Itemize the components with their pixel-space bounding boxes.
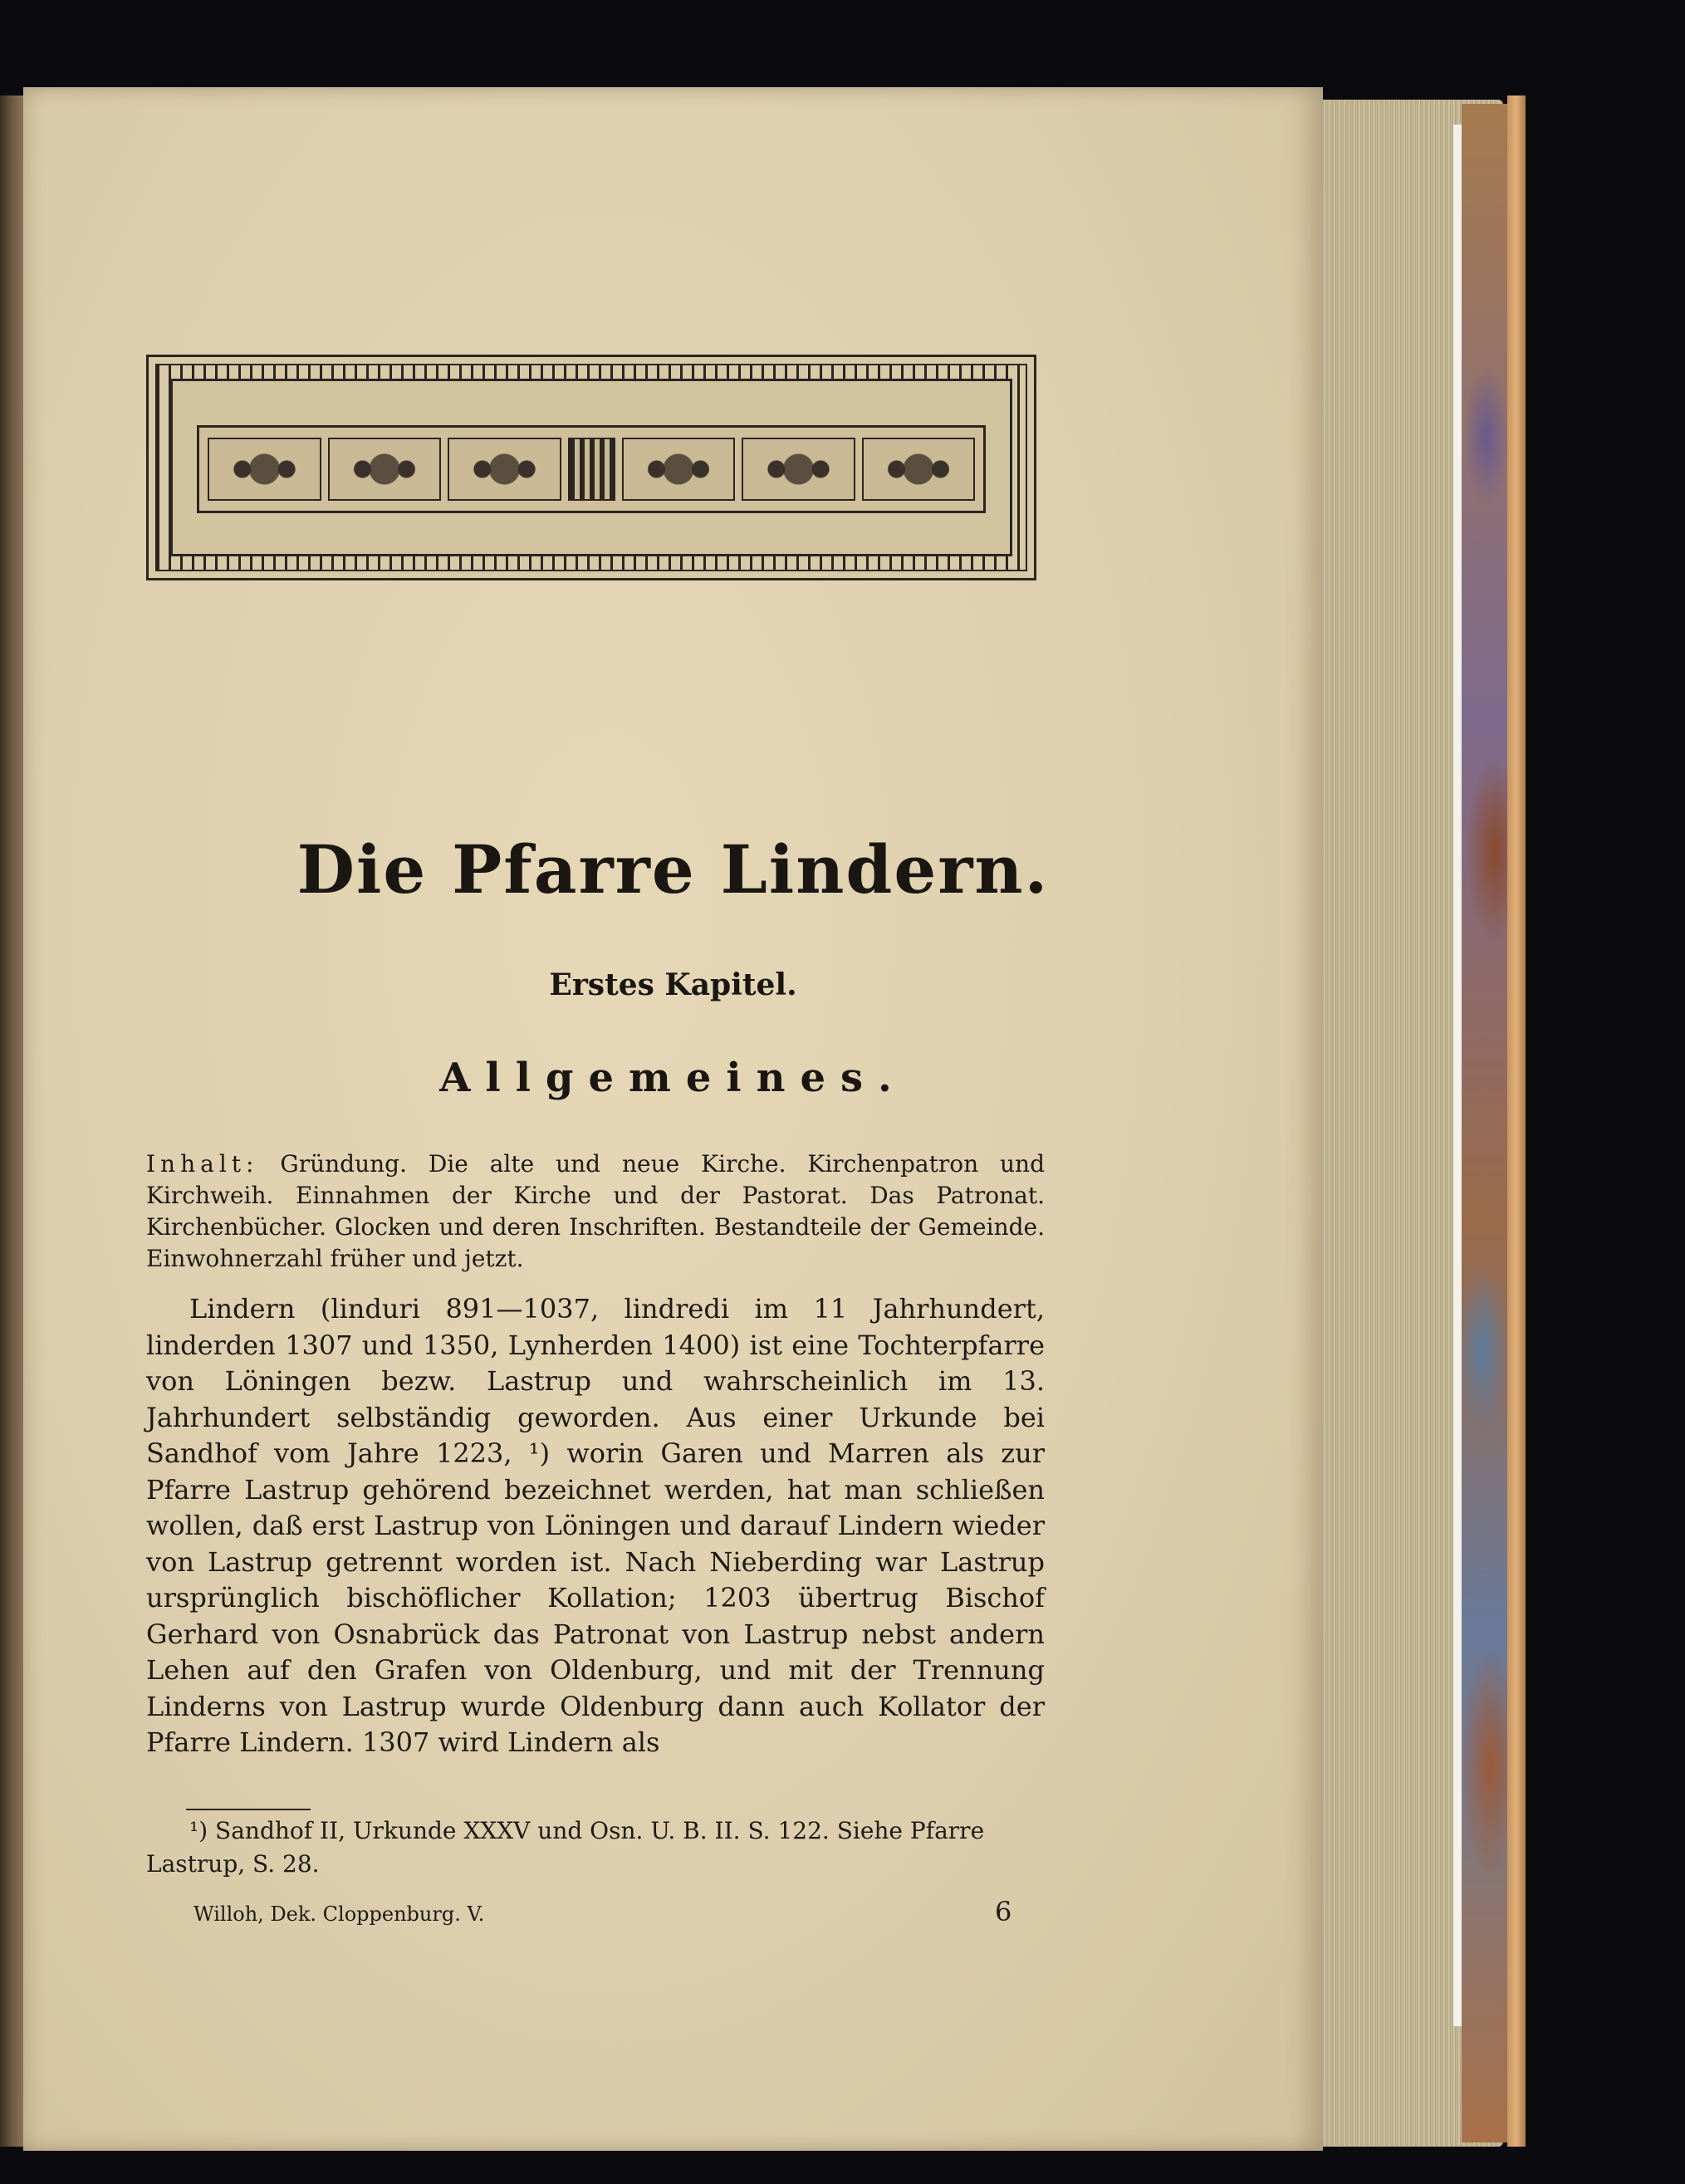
section-heading: Allgemeines.: [439, 1055, 907, 1101]
ornament-initial-panel: [568, 438, 615, 501]
chapter-subtitle: Erstes Kapitel.: [549, 967, 797, 1002]
book-cover-left-edge: [0, 95, 23, 2147]
chapter-title: Die Pfarre Lindern.: [296, 830, 1050, 908]
book-page: [23, 87, 1323, 2151]
ornament-panel: [622, 438, 736, 501]
ornament-panel: [742, 438, 855, 501]
book-cover-right-edge: [1507, 95, 1526, 2147]
signature-line: Willoh, Dek. Cloppenburg. V.: [193, 1902, 485, 1926]
ornament-panel: [208, 438, 321, 501]
page-number: 6: [995, 1896, 1012, 1927]
ornament-panel: [862, 438, 976, 501]
ornamental-header-border: [146, 355, 1036, 580]
footnote-rule: [186, 1809, 311, 1810]
footnote: ¹) Sandhof II, Urkunde XXXV und Osn. U. B. II. S. 122. Siehe Pfarre Lastrup, S. 28.: [146, 1817, 985, 1878]
ornament-panel-row: [197, 425, 986, 513]
contents-lead: Inhalt:: [146, 1150, 259, 1178]
contents-text: Gründung. Die alte und neue Kirche. Kirchenpatron und Kirchweih. Einnahmen der Kirche und der Pastorat. Das Patronat. Kirchenbücher. Glocken und deren Inschriften. Bestandteile der Gemeinde. Einwohnerzahl früher und jetzt.: [146, 1150, 1045, 1272]
main-paragraph: Lindern (linduri 891—1037, lindredi im 11 Jahrhundert, linderden 1307 und 1350, Lynherden 1400) ist eine Tochterpfarre von Löningen bezw. Lastrup und wahrscheinlich im 13. Jahrhundert selbständig geworden. Aus einer Urkunde bei Sandhof vom Jahre 1223, ¹) worin Garen und Marren als zur Pfarre Lastrup gehörend bezeichnet werden, hat man schließen wollen, daß erst Lastrup von Löningen und darauf Lindern wieder von Lastrup getrennt worden ist. Nach Nieberding war Lastrup ursprünglich bischöflicher Kollation; 1203 übertrug Bischof Gerhard von Osnabrück das Patronat von Lastrup nebst andern Lehen auf den Grafen von Oldenburg, und mit der Trennung Linderns von Lastrup wurde Oldenburg dann auch Kollator der Pfarre Lindern. 1307 wird Lindern als: [146, 1293, 1045, 1758]
ornament-panel: [448, 438, 561, 501]
contents-summary: [146, 1148, 1045, 1275]
ornament-panel: [328, 438, 442, 501]
